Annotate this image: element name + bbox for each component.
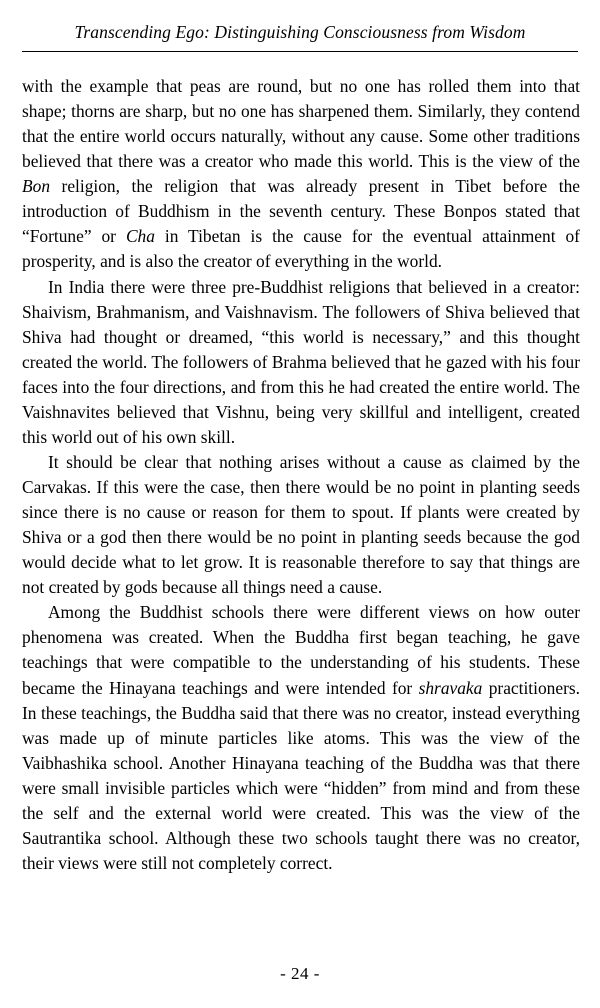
page-number: - 24 -	[280, 964, 320, 983]
text-run: It should be clear that nothing arises without a cause as claimed by the Carvakas. If this were the case, then there would be no point in planting seeds since there is no cause or reason for them to spout. If plants were created by Shiva or a god then there would be no point in planting seeds because the god would decide what to let grow. It is reasonable therefore to say that things are not created by gods because all things need a cause.	[22, 451, 580, 598]
emphasis-term: shravaka	[418, 677, 483, 698]
paragraph	[22, 600, 580, 876]
text-run: in Tibetan is the cause for the eventual attainment of prosperity, and is also the creator of everything in the world.	[22, 226, 580, 272]
body-text-column	[22, 74, 580, 876]
header-rule	[22, 51, 578, 52]
paragraph	[22, 74, 580, 275]
emphasis-term: Bon	[22, 176, 51, 197]
paragraph	[22, 275, 580, 450]
text-run: Among the Buddhist schools there were different views on how outer phenomena was created. When the Buddha first began teaching, he gave teachings that were compatible to the understanding of his students. These became the Hinayana teachings and were intended for	[22, 602, 580, 698]
text-run: In India there were three pre-Buddhist religions that believed in a creator: Shaivism, Brahmanism, and Vaishnavism. The followers of Shiva believed that Shiva had thought or dreamed, “this world is necessary,” and this thought created the world. The followers of Brahma believed that he gazed with his four faces into the four directions, and from this he had created the entire world. The Vaishnavites believed that Vishnu, being very skillful and intelligent, created this world out of his own skill.	[22, 276, 580, 447]
text-run: practitioners. In these teachings, the Buddha said that there was no creator, instead everything was made up of minute particles like atoms. This was the view of the Vaibhashika school. Another Hinayana teaching of the Buddha was that there were small invisible particles which were “hidden” from mind and from these the self and the external world were created. This was the view of the Sautrantika school. Although these two schools taught there was no creator, their views were still not completely correct.	[22, 677, 580, 873]
paragraph	[22, 450, 580, 600]
emphasis-term: Cha	[125, 226, 155, 247]
text-run: with the example that peas are round, but no one has rolled them into that shape; thorns are sharp, but no one has sharpened them. Similarly, they contend that the entire world occurs naturally, without any cause. Some other traditions believed that there was a creator who made this world. This is the view of the	[22, 76, 580, 172]
running-head: Transcending Ego: Distinguishing Consciousness from Wisdom	[74, 22, 526, 42]
text-run: religion, the religion that was already present in Tibet before the introduction of Buddhism in the seventh century. These Bonpos stated that “Fortune” or	[22, 176, 580, 247]
